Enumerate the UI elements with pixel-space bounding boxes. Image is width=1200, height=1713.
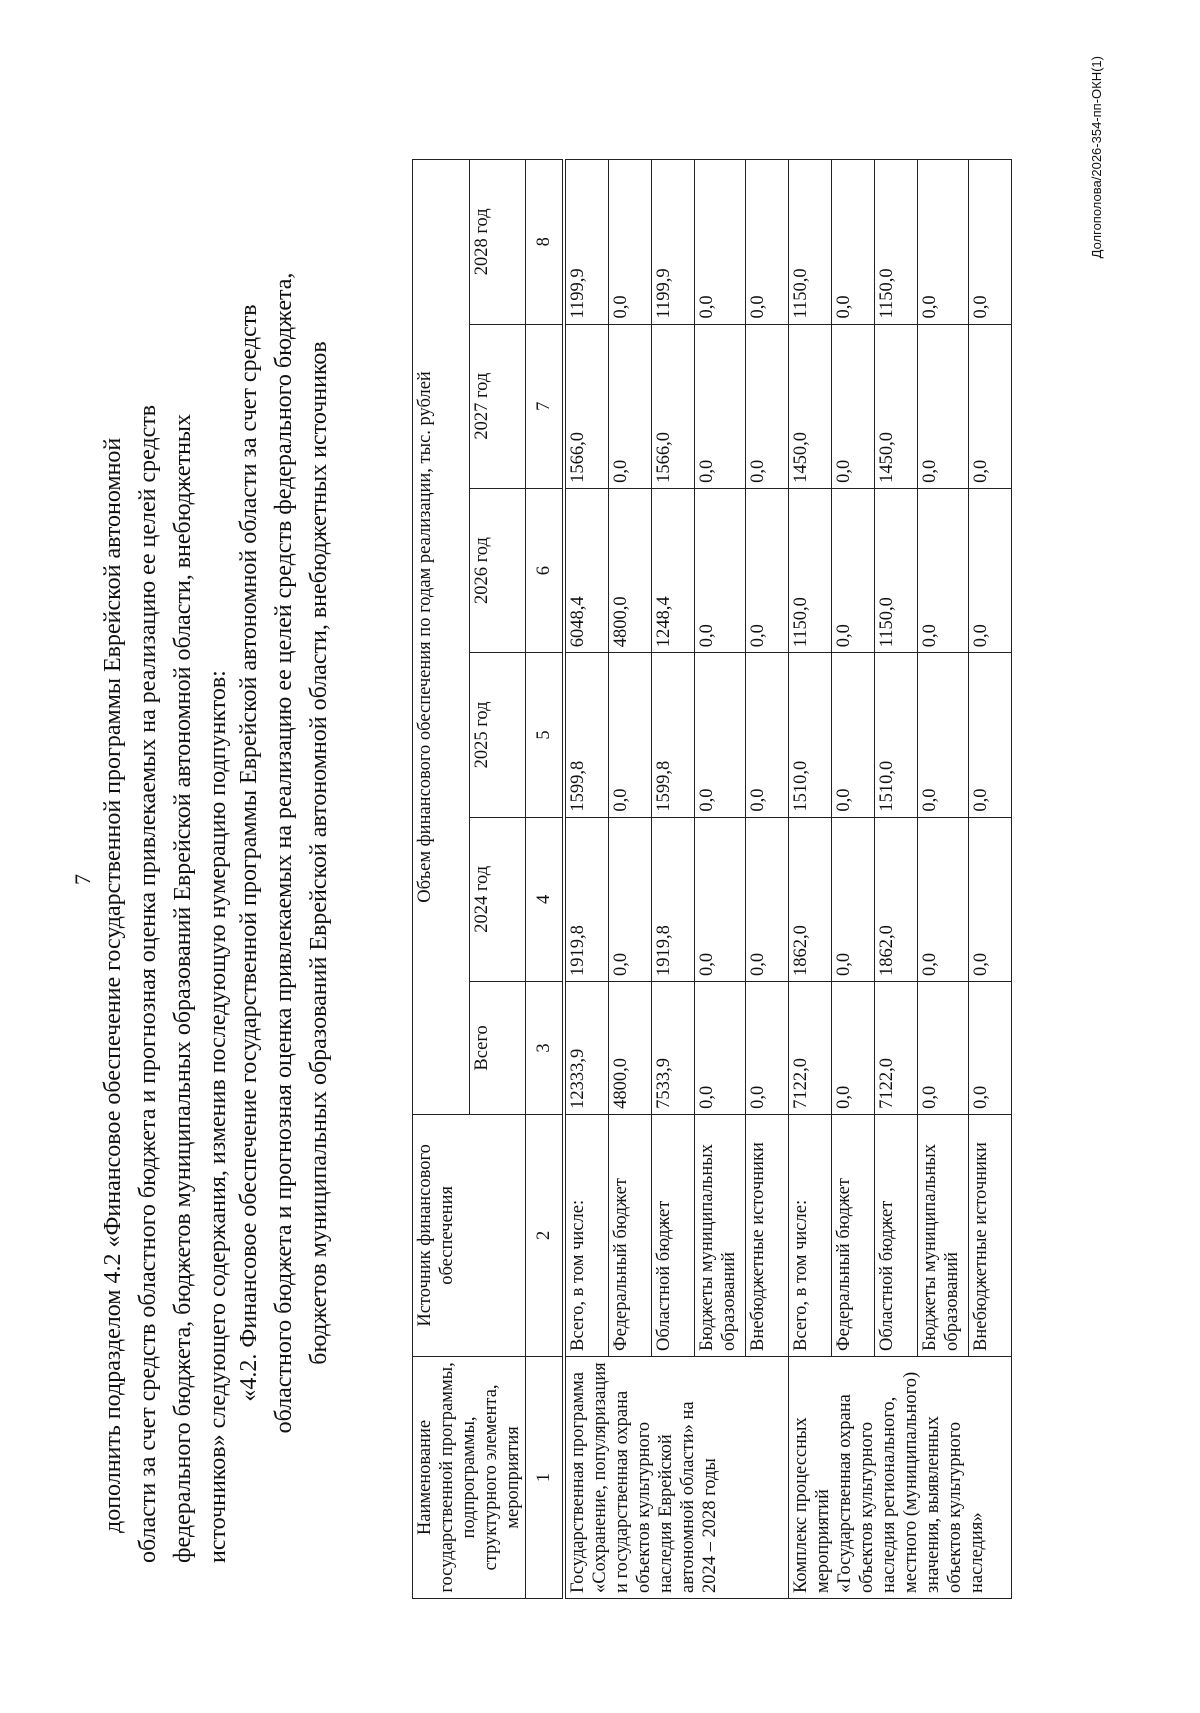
value-cell: 0,0 <box>832 982 875 1115</box>
value-cell: 0,0 <box>832 160 875 325</box>
value-cell: 0,0 <box>746 160 789 325</box>
intro-line-3: федерального бюджета, бюджетов муниципальных образований Еврейской автономной области, внебюджетных <box>170 413 196 1563</box>
program-name-cell: Государственная программа «Сохранение, популяризация и государственная охрана объектов культурного наследия Еврейской автономной области» на 2024 – 2028 годы <box>564 1356 789 1598</box>
source-cell: Всего, в том числе: <box>789 1114 832 1356</box>
value-cell: 0,0 <box>918 488 969 652</box>
value-cell: 0,0 <box>609 324 652 488</box>
intro-line-1: дополнить подразделом 4.2 «Финансовое обеспечение государственной программы Еврейской автономной <box>100 437 126 1533</box>
value-cell: 0,0 <box>969 982 1012 1115</box>
col-number: 7 <box>526 324 565 488</box>
col-number: 6 <box>526 488 565 652</box>
header-total: Всего <box>469 982 526 1115</box>
value-cell: 1510,0 <box>789 653 832 817</box>
header-2026: 2026 год <box>469 488 526 652</box>
value-cell: 0,0 <box>832 817 875 981</box>
value-cell: 0,0 <box>695 160 746 325</box>
value-cell: 0,0 <box>969 324 1012 488</box>
financing-table <box>412 159 1012 1599</box>
col-number: 3 <box>526 982 565 1115</box>
value-cell: 4800,0 <box>609 982 652 1115</box>
value-cell: 1150,0 <box>789 160 832 325</box>
value-cell: 0,0 <box>969 488 1012 652</box>
value-cell: 12333,9 <box>564 982 609 1115</box>
value-cell: 1450,0 <box>875 324 918 488</box>
value-cell: 0,0 <box>918 653 969 817</box>
value-cell: 0,0 <box>746 817 789 981</box>
col-number: 5 <box>526 653 565 817</box>
value-cell: 7122,0 <box>875 982 918 1115</box>
value-cell: 0,0 <box>695 982 746 1115</box>
program-name-cell: Комплекс процессных мероприятий «Государственная охрана объектов культурного наследия регионального, местного (муниципального) значения, выявленных объектов культурного наследия» <box>789 1356 1012 1598</box>
col-number: 2 <box>526 1114 565 1356</box>
source-cell: Всего, в том числе: <box>564 1114 609 1356</box>
value-cell: 1862,0 <box>789 817 832 981</box>
section-title-line-2: областного бюджета и прогнозная оценка привлекаемых на реализацию ее целей средств федерального бюджета, <box>271 272 297 1434</box>
value-cell: 1150,0 <box>875 160 918 325</box>
header-2025: 2025 год <box>469 653 526 817</box>
value-cell: 0,0 <box>695 324 746 488</box>
section-title-line-1: «4.2. Финансовое обеспечение государственной программы Еврейской автономной области за счет средств <box>236 304 262 1402</box>
value-cell: 0,0 <box>695 817 746 981</box>
col-number: 8 <box>526 160 565 325</box>
source-cell: Бюджеты муниципальных образований <box>695 1114 746 1356</box>
table-row <box>789 160 832 1599</box>
col-number: 4 <box>526 817 565 981</box>
source-cell: Областной бюджет <box>652 1114 695 1356</box>
value-cell: 1199,9 <box>564 160 609 325</box>
page-number: 7 <box>70 874 95 885</box>
value-cell: 0,0 <box>918 324 969 488</box>
value-cell: 0,0 <box>969 653 1012 817</box>
table-row <box>564 160 609 1599</box>
intro-line-4: источников» следующего содержания, изменив последующую нумерацию подпунктов: <box>205 670 231 1563</box>
value-cell: 0,0 <box>695 488 746 652</box>
value-cell: 1862,0 <box>875 817 918 981</box>
source-cell: Областной бюджет <box>875 1114 918 1356</box>
value-cell: 6048,4 <box>564 488 609 652</box>
value-cell: 1150,0 <box>789 488 832 652</box>
value-cell: 1599,8 <box>564 653 609 817</box>
header-name: Наименование государственной программы, подпрограммы, структурного элемента, мероприятия <box>413 1356 526 1598</box>
header-2028: 2028 год <box>469 160 526 325</box>
value-cell: 0,0 <box>918 982 969 1115</box>
header-row-1 <box>413 160 470 1599</box>
footer-code: Долгополова/2026-354-пп-ОКН(1) <box>1089 56 1104 259</box>
value-cell: 0,0 <box>746 324 789 488</box>
col-number: 1 <box>526 1356 565 1598</box>
source-cell: Федеральный бюджет <box>609 1114 652 1356</box>
source-cell: Бюджеты муниципальных образований <box>918 1114 969 1356</box>
header-volume: Объем финансового обеспечения по годам реализации, тыс. рублей <box>413 160 470 1115</box>
value-cell: 0,0 <box>746 653 789 817</box>
value-cell: 0,0 <box>746 982 789 1115</box>
value-cell: 0,0 <box>832 324 875 488</box>
value-cell: 1450,0 <box>789 324 832 488</box>
source-cell: Внебюджетные источники <box>969 1114 1012 1356</box>
value-cell: 1510,0 <box>875 653 918 817</box>
value-cell: 1919,8 <box>652 817 695 981</box>
source-cell: Внебюджетные источники <box>746 1114 789 1356</box>
value-cell: 0,0 <box>918 160 969 325</box>
intro-paragraph <box>96 143 236 1563</box>
header-2024: 2024 год <box>469 817 526 981</box>
value-cell: 0,0 <box>609 817 652 981</box>
value-cell: 0,0 <box>609 653 652 817</box>
value-cell: 0,0 <box>832 653 875 817</box>
value-cell: 1919,8 <box>564 817 609 981</box>
value-cell: 4800,0 <box>609 488 652 652</box>
value-cell: 0,0 <box>969 817 1012 981</box>
value-cell: 0,0 <box>969 160 1012 325</box>
section-title <box>232 163 337 1543</box>
value-cell: 7533,9 <box>652 982 695 1115</box>
section-title-line-3: бюджетов муниципальных образований Еврейской автономной области, внебюджетных источников <box>306 341 332 1365</box>
header-2027: 2027 год <box>469 324 526 488</box>
source-cell: Федеральный бюджет <box>832 1114 875 1356</box>
value-cell: 7122,0 <box>789 982 832 1115</box>
value-cell: 1199,9 <box>652 160 695 325</box>
value-cell: 0,0 <box>695 653 746 817</box>
header-source: Источник финансового обеспечения <box>413 1114 526 1356</box>
value-cell: 0,0 <box>832 488 875 652</box>
value-cell: 1150,0 <box>875 488 918 652</box>
value-cell: 1248,4 <box>652 488 695 652</box>
table-body <box>413 160 1012 1599</box>
column-numbers-row <box>526 160 565 1599</box>
value-cell: 1599,8 <box>652 653 695 817</box>
value-cell: 0,0 <box>609 160 652 325</box>
value-cell: 1566,0 <box>564 324 609 488</box>
value-cell: 0,0 <box>918 817 969 981</box>
value-cell: 0,0 <box>746 488 789 652</box>
value-cell: 1566,0 <box>652 324 695 488</box>
intro-line-2: области за счет средств областного бюджета и прогнозная оценка привлекаемых на реализацию ее целей средств <box>135 404 161 1563</box>
